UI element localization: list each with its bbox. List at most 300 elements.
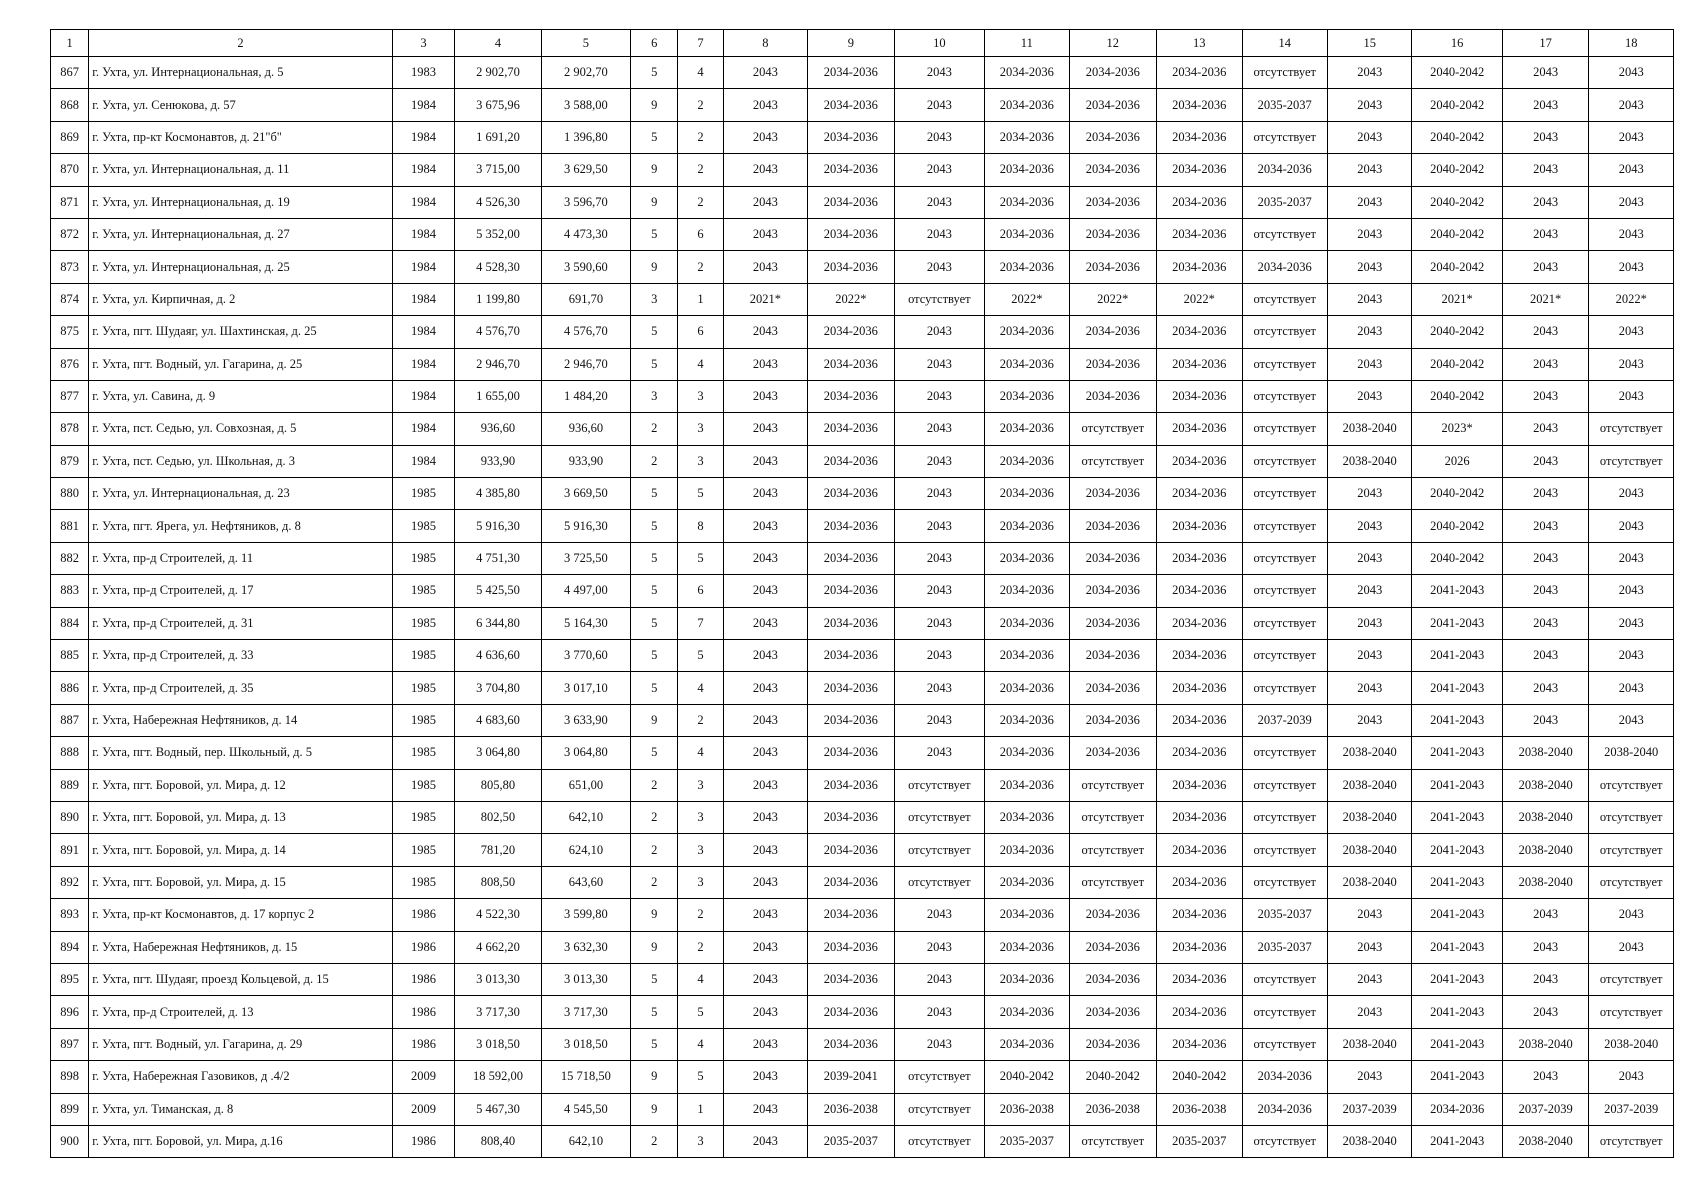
table-row <box>51 640 1674 672</box>
table-cell: 2034-2036 <box>1157 218 1242 250</box>
table-cell: 2043 <box>1327 121 1411 153</box>
table-cell: отсутствует <box>1242 640 1327 672</box>
table-cell: 3 017,10 <box>541 672 630 704</box>
table-cell: 5 <box>631 575 678 607</box>
table-cell: 5 <box>678 1061 723 1093</box>
table-cell: 3 596,70 <box>541 186 630 218</box>
table-cell: 3 632,30 <box>541 931 630 963</box>
address-cell: г. Ухта, ул. Тиманская, д. 8 <box>89 1093 393 1125</box>
address-cell: г. Ухта, Набережная Газовиков, д .4/2 <box>89 1061 393 1093</box>
table-cell: 2034-2036 <box>985 154 1069 186</box>
table-cell: 2023* <box>1412 413 1503 445</box>
table-cell: 3 064,80 <box>455 737 541 769</box>
table-cell: 1986 <box>392 899 454 931</box>
table-cell: 2043 <box>894 478 985 510</box>
table-cell: 2034-2036 <box>985 607 1069 639</box>
table-cell: 5 <box>631 57 678 89</box>
table-cell: 2041-2043 <box>1412 963 1503 995</box>
row-number-cell: 874 <box>51 283 89 315</box>
table-cell: 2040-2042 <box>1069 1061 1156 1093</box>
table-row <box>51 996 1674 1028</box>
table-cell: 2043 <box>1502 1061 1588 1093</box>
table-cell: 2041-2043 <box>1412 640 1503 672</box>
table-cell: отсутствует <box>1242 834 1327 866</box>
address-cell: г. Ухта, пгт. Боровой, ул. Мира, д.16 <box>89 1125 393 1157</box>
table-cell: 2034-2036 <box>808 996 894 1028</box>
table-cell: 4 526,30 <box>455 186 541 218</box>
table-cell: 2040-2042 <box>1412 154 1503 186</box>
table-cell: 2034-2036 <box>1157 801 1242 833</box>
column-number-cell: 17 <box>1502 30 1588 57</box>
table-cell: 1 691,20 <box>455 121 541 153</box>
table-cell: 2035-2037 <box>1242 89 1327 121</box>
table-cell: 15 718,50 <box>541 1061 630 1093</box>
table-cell: 1984 <box>392 121 454 153</box>
table-cell: 2 <box>678 186 723 218</box>
table-cell: 6 <box>678 218 723 250</box>
table-cell: 3 715,00 <box>455 154 541 186</box>
table-cell: 2038-2040 <box>1327 1028 1411 1060</box>
table-cell: 5 <box>678 542 723 574</box>
table-cell: 2040-2042 <box>1412 380 1503 412</box>
table-cell: 2034-2036 <box>808 607 894 639</box>
table-cell: 642,10 <box>541 1125 630 1157</box>
table-cell: 2034-2036 <box>1157 963 1242 995</box>
table-cell: 2038-2040 <box>1502 834 1588 866</box>
table-cell: 2034-2036 <box>808 186 894 218</box>
table-cell: 2034-2036 <box>1069 704 1156 736</box>
table-cell: 5 <box>631 607 678 639</box>
table-cell: 2043 <box>1502 380 1588 412</box>
table-row <box>51 121 1674 153</box>
table-cell: 2043 <box>1589 704 1674 736</box>
table-cell: 2043 <box>1589 510 1674 542</box>
table-cell: 2043 <box>1589 121 1674 153</box>
table-cell: 2041-2043 <box>1412 769 1503 801</box>
table-cell: 3 064,80 <box>541 737 630 769</box>
row-number-cell: 889 <box>51 769 89 801</box>
table-cell: 2034-2036 <box>808 575 894 607</box>
table-cell: 2043 <box>723 866 807 898</box>
table-cell: 2041-2043 <box>1412 996 1503 1028</box>
table-cell: 2043 <box>894 348 985 380</box>
table-cell: 2043 <box>1502 899 1588 931</box>
table-cell: 2040-2042 <box>1412 218 1503 250</box>
table-cell: 5 352,00 <box>455 218 541 250</box>
table-cell: 5 <box>631 478 678 510</box>
document-page <box>50 29 1674 1158</box>
table-cell: 2043 <box>894 121 985 153</box>
column-number-cell: 10 <box>894 30 985 57</box>
table-cell: 2043 <box>1502 218 1588 250</box>
table-row <box>51 607 1674 639</box>
table-cell: отсутствует <box>1589 445 1674 477</box>
table-cell: 2034-2036 <box>985 89 1069 121</box>
table-cell: 781,20 <box>455 834 541 866</box>
table-cell: 1985 <box>392 542 454 574</box>
table-cell: 2034-2036 <box>1069 575 1156 607</box>
table-cell: 2034-2036 <box>985 834 1069 866</box>
table-cell: 2034-2036 <box>1157 316 1242 348</box>
table-cell: отсутствует <box>894 866 985 898</box>
table-cell: 2 <box>631 1125 678 1157</box>
row-number-cell: 896 <box>51 996 89 1028</box>
row-number-cell: 888 <box>51 737 89 769</box>
table-cell: 2041-2043 <box>1412 1061 1503 1093</box>
table-cell: 6 <box>678 316 723 348</box>
table-cell: отсутствует <box>1069 445 1156 477</box>
table-cell: 2034-2036 <box>1157 542 1242 574</box>
table-cell: 2034-2036 <box>1242 1061 1327 1093</box>
row-number-cell: 885 <box>51 640 89 672</box>
table-cell: 2034-2036 <box>1157 251 1242 283</box>
table-cell: 4 <box>678 57 723 89</box>
table-cell: 2034-2036 <box>808 89 894 121</box>
table-cell: 2038-2040 <box>1327 769 1411 801</box>
table-cell: 2043 <box>1327 57 1411 89</box>
table-cell: 2043 <box>723 445 807 477</box>
table-cell: 2039-2041 <box>808 1061 894 1093</box>
address-cell: г. Ухта, ул. Кирпичная, д. 2 <box>89 283 393 315</box>
table-cell: 1985 <box>392 769 454 801</box>
table-cell: 2034-2036 <box>1069 640 1156 672</box>
table-cell: 2034-2036 <box>985 380 1069 412</box>
table-cell: 2043 <box>1589 899 1674 931</box>
table-cell: 2034-2036 <box>1157 769 1242 801</box>
table-cell: 2043 <box>1502 607 1588 639</box>
address-cell: г. Ухта, ул. Интернациональная, д. 25 <box>89 251 393 283</box>
table-cell: 2043 <box>1502 478 1588 510</box>
table-row <box>51 413 1674 445</box>
table-cell: отсутствует <box>1589 963 1674 995</box>
table-cell: 1 <box>678 1093 723 1125</box>
row-number-cell: 884 <box>51 607 89 639</box>
table-cell: 1 <box>678 283 723 315</box>
table-cell: 1 655,00 <box>455 380 541 412</box>
table-cell: отсутствует <box>1242 478 1327 510</box>
table-cell: 2043 <box>1502 996 1588 1028</box>
table-cell: отсутствует <box>894 769 985 801</box>
table-cell: 2009 <box>392 1061 454 1093</box>
table-cell: 2034-2036 <box>985 348 1069 380</box>
table-cell: 2040-2042 <box>1412 186 1503 218</box>
row-number-cell: 871 <box>51 186 89 218</box>
table-cell: 2034-2036 <box>808 380 894 412</box>
table-cell: отсутствует <box>894 1061 985 1093</box>
table-cell: 9 <box>631 899 678 931</box>
table-cell: 3 <box>631 283 678 315</box>
table-cell: 2034-2036 <box>985 218 1069 250</box>
table-cell: 2 <box>631 801 678 833</box>
table-cell: 2043 <box>1327 931 1411 963</box>
table-row <box>51 575 1674 607</box>
address-cell: г. Ухта, пр-д Строителей, д. 17 <box>89 575 393 607</box>
table-cell: 4 <box>678 737 723 769</box>
table-cell: 1984 <box>392 283 454 315</box>
table-cell: 2034-2036 <box>808 834 894 866</box>
table-cell: 2034-2036 <box>808 1028 894 1060</box>
table-cell: 2034-2036 <box>808 542 894 574</box>
table-cell: 2043 <box>1327 672 1411 704</box>
table-cell: 3 <box>631 380 678 412</box>
table-cell: 2022* <box>1069 283 1156 315</box>
row-number-cell: 877 <box>51 380 89 412</box>
table-cell: отсутствует <box>894 834 985 866</box>
table-cell: 5 916,30 <box>541 510 630 542</box>
table-cell: 2034-2036 <box>985 316 1069 348</box>
address-cell: г. Ухта, пр-д Строителей, д. 31 <box>89 607 393 639</box>
table-cell: отсутствует <box>1242 413 1327 445</box>
table-cell: 4 528,30 <box>455 251 541 283</box>
table-row <box>51 89 1674 121</box>
row-number-cell: 886 <box>51 672 89 704</box>
table-cell: 2043 <box>1327 640 1411 672</box>
table-cell: 2043 <box>1327 899 1411 931</box>
row-number-cell: 890 <box>51 801 89 833</box>
table-cell: 9 <box>631 154 678 186</box>
table-row <box>51 154 1674 186</box>
table-cell: 2043 <box>1589 89 1674 121</box>
table-cell: 2034-2036 <box>1242 154 1327 186</box>
table-cell: 2041-2043 <box>1412 931 1503 963</box>
table-cell: 2 <box>631 866 678 898</box>
table-cell: 2038-2040 <box>1502 1125 1588 1157</box>
table-cell: 2 <box>678 899 723 931</box>
table-cell: 2043 <box>894 251 985 283</box>
table-cell: 2043 <box>723 1061 807 1093</box>
table-cell: 2041-2043 <box>1412 801 1503 833</box>
table-cell: 3 <box>678 769 723 801</box>
table-cell: 2043 <box>1589 672 1674 704</box>
row-number-cell: 882 <box>51 542 89 574</box>
table-cell: 2038-2040 <box>1327 1125 1411 1157</box>
table-cell: 2034-2036 <box>808 251 894 283</box>
table-row <box>51 218 1674 250</box>
table-cell: 2034-2036 <box>985 963 1069 995</box>
table-cell: отсутствует <box>1589 1125 1674 1157</box>
table-cell: 2034-2036 <box>1157 931 1242 963</box>
column-number-cell: 14 <box>1242 30 1327 57</box>
table-cell: 2043 <box>723 413 807 445</box>
table-cell: 2043 <box>894 316 985 348</box>
table-cell: 2043 <box>1327 380 1411 412</box>
table-cell: 2040-2042 <box>1412 316 1503 348</box>
table-cell: 2038-2040 <box>1502 1028 1588 1060</box>
table-cell: отсутствует <box>1242 316 1327 348</box>
table-cell: 2043 <box>1327 1061 1411 1093</box>
address-cell: г. Ухта, пр-д Строителей, д. 33 <box>89 640 393 672</box>
row-number-cell: 879 <box>51 445 89 477</box>
row-number-cell: 900 <box>51 1125 89 1157</box>
row-number-cell: 895 <box>51 963 89 995</box>
table-cell: 2043 <box>723 316 807 348</box>
column-number-cell: 18 <box>1589 30 1674 57</box>
table-cell: 8 <box>678 510 723 542</box>
table-cell: 4 751,30 <box>455 542 541 574</box>
table-row <box>51 931 1674 963</box>
table-cell: 2043 <box>723 1028 807 1060</box>
table-cell: отсутствует <box>1589 834 1674 866</box>
table-cell: отсутствует <box>1242 542 1327 574</box>
table-cell: 2034-2036 <box>1157 899 1242 931</box>
table-cell: 2043 <box>1502 542 1588 574</box>
table-cell: 4 385,80 <box>455 478 541 510</box>
table-cell: 2043 <box>723 640 807 672</box>
table-cell: 2034-2036 <box>985 445 1069 477</box>
table-cell: 4 576,70 <box>455 316 541 348</box>
table-cell: 1986 <box>392 996 454 1028</box>
table-cell: отсутствует <box>1589 866 1674 898</box>
table-cell: 2043 <box>1502 640 1588 672</box>
address-cell: г. Ухта, Набережная Нефтяников, д. 14 <box>89 704 393 736</box>
table-cell: 2040-2042 <box>1412 348 1503 380</box>
table-cell: 2043 <box>723 607 807 639</box>
table-cell: 1984 <box>392 218 454 250</box>
table-cell: 2 <box>678 154 723 186</box>
table-cell: 2034-2036 <box>808 478 894 510</box>
table-cell: 1983 <box>392 57 454 89</box>
table-cell: 5 <box>631 737 678 769</box>
table-cell: 2043 <box>723 737 807 769</box>
table-cell: 2035-2037 <box>808 1125 894 1157</box>
table-cell: 2034-2036 <box>1157 57 1242 89</box>
table-cell: 9 <box>631 1061 678 1093</box>
table-cell: 2035-2037 <box>985 1125 1069 1157</box>
table-cell: 2 946,70 <box>455 348 541 380</box>
table-cell: 4 473,30 <box>541 218 630 250</box>
table-cell: 2043 <box>1327 316 1411 348</box>
table-cell: 9 <box>631 704 678 736</box>
table-cell: 2041-2043 <box>1412 1028 1503 1060</box>
table-cell: 2043 <box>1502 931 1588 963</box>
table-row <box>51 478 1674 510</box>
table-cell: 2043 <box>1589 154 1674 186</box>
table-cell: 3 633,90 <box>541 704 630 736</box>
table-cell: 3 717,30 <box>455 996 541 1028</box>
table-row <box>51 1093 1674 1125</box>
table-row <box>51 542 1674 574</box>
table-cell: отсутствует <box>1242 996 1327 1028</box>
table-cell: 933,90 <box>455 445 541 477</box>
table-cell: 2 <box>678 251 723 283</box>
table-cell: 2034-2036 <box>1069 186 1156 218</box>
table-cell: отсутствует <box>1242 380 1327 412</box>
table-cell: 1984 <box>392 154 454 186</box>
table-row <box>51 737 1674 769</box>
table-cell: 2034-2036 <box>985 542 1069 574</box>
column-number-cell: 11 <box>985 30 1069 57</box>
table-cell: 3 <box>678 413 723 445</box>
table-cell: 2043 <box>1502 413 1588 445</box>
row-number-cell: 880 <box>51 478 89 510</box>
table-cell: 2043 <box>894 737 985 769</box>
address-cell: г. Ухта, пр-д Строителей, д. 35 <box>89 672 393 704</box>
table-row <box>51 380 1674 412</box>
table-cell: 3 <box>678 1125 723 1157</box>
table-cell: 5 425,50 <box>455 575 541 607</box>
table-cell: отсутствует <box>1589 801 1674 833</box>
table-cell: 2038-2040 <box>1327 413 1411 445</box>
table-cell: 5 <box>631 348 678 380</box>
table-cell: 2034-2036 <box>985 769 1069 801</box>
table-cell: 2043 <box>723 769 807 801</box>
table-cell: отсутствует <box>1242 1028 1327 1060</box>
table-cell: 2034-2036 <box>808 963 894 995</box>
table-cell: 3 770,60 <box>541 640 630 672</box>
table-cell: 2041-2043 <box>1412 607 1503 639</box>
table-cell: 2034-2036 <box>1157 186 1242 218</box>
column-number-cell: 1 <box>51 30 89 57</box>
table-cell: 2034-2036 <box>1157 445 1242 477</box>
table-cell: 1984 <box>392 89 454 121</box>
table-cell: 2043 <box>1502 445 1588 477</box>
table-cell: 2043 <box>1327 542 1411 574</box>
address-cell: г. Ухта, пр-д Строителей, д. 13 <box>89 996 393 1028</box>
table-cell: 2043 <box>1502 154 1588 186</box>
table-cell: 802,50 <box>455 801 541 833</box>
table-cell: 2034-2036 <box>808 348 894 380</box>
table-cell: 2034-2036 <box>985 672 1069 704</box>
table-cell: 808,40 <box>455 1125 541 1157</box>
address-cell: г. Ухта, ул. Интернациональная, д. 5 <box>89 57 393 89</box>
table-cell: 1984 <box>392 186 454 218</box>
table-cell: 2043 <box>723 57 807 89</box>
table-cell: 691,70 <box>541 283 630 315</box>
table-cell: 2043 <box>723 121 807 153</box>
table-cell: 2043 <box>1327 996 1411 1028</box>
table-cell: 1986 <box>392 963 454 995</box>
table-cell: 2022* <box>1157 283 1242 315</box>
table-cell: 1984 <box>392 413 454 445</box>
table-cell: 2034-2036 <box>808 316 894 348</box>
table-cell: 2043 <box>894 607 985 639</box>
table-cell: отсутствует <box>1242 575 1327 607</box>
header-row <box>51 30 1674 57</box>
table-cell: 2040-2042 <box>1412 57 1503 89</box>
table-cell: 2043 <box>894 575 985 607</box>
table-cell: 18 592,00 <box>455 1061 541 1093</box>
table-cell: 2043 <box>723 575 807 607</box>
table-cell: 2035-2037 <box>1242 931 1327 963</box>
table-cell: 2034-2036 <box>1157 89 1242 121</box>
address-cell: г. Ухта, ул. Интернациональная, д. 27 <box>89 218 393 250</box>
table-cell: 3 704,80 <box>455 672 541 704</box>
table-cell: 2043 <box>1327 218 1411 250</box>
table-cell: отсутствует <box>1242 769 1327 801</box>
table-cell: 2041-2043 <box>1412 737 1503 769</box>
table-cell: отсутствует <box>894 283 985 315</box>
table-cell: 2035-2037 <box>1157 1125 1242 1157</box>
table-cell: 2043 <box>723 931 807 963</box>
table-cell: 2034-2036 <box>808 769 894 801</box>
row-number-cell: 883 <box>51 575 89 607</box>
repair-schedule-table <box>50 29 1674 1158</box>
table-cell: 2043 <box>1502 348 1588 380</box>
table-cell: 2041-2043 <box>1412 575 1503 607</box>
row-number-cell: 899 <box>51 1093 89 1125</box>
table-cell: 4 636,60 <box>455 640 541 672</box>
table-cell: 3 590,60 <box>541 251 630 283</box>
address-cell: г. Ухта, пст. Седью, ул. Школьная, д. 3 <box>89 445 393 477</box>
table-cell: 2 <box>631 769 678 801</box>
table-cell: 2043 <box>894 996 985 1028</box>
table-cell: 2043 <box>1327 575 1411 607</box>
table-cell: 2043 <box>1327 510 1411 542</box>
table-cell: 2034-2036 <box>985 57 1069 89</box>
table-cell: 2034-2036 <box>1157 121 1242 153</box>
table-cell: 3 725,50 <box>541 542 630 574</box>
table-cell: 2043 <box>1589 607 1674 639</box>
